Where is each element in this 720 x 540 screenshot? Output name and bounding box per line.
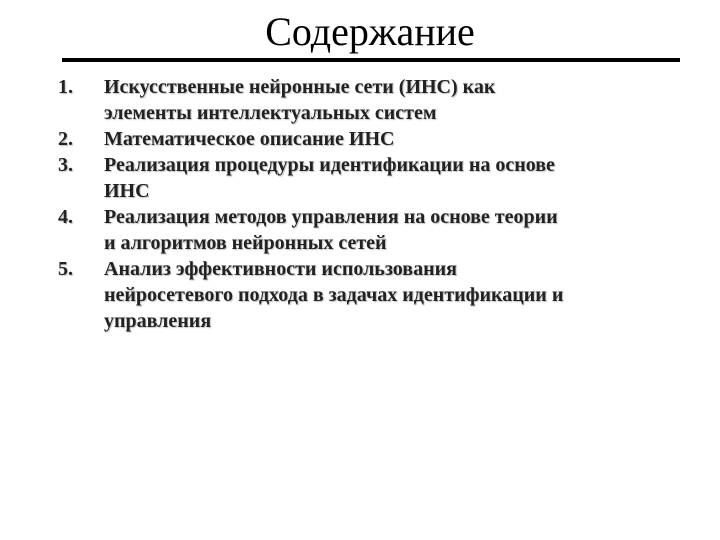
list-item (0, 152, 720, 204)
contents-list (0, 74, 720, 334)
list-item (0, 204, 720, 256)
slide-title: Содержание (265, 9, 475, 54)
list-item-text: Математическое описание ИНС (104, 128, 395, 150)
list-item-text: Реализация процедуры идентификации на основе ИНС (104, 154, 555, 202)
title-underline (62, 58, 680, 62)
list-item-number: 1. (58, 76, 73, 98)
list-item-number: 3. (58, 154, 73, 176)
list-item-number: 5. (58, 258, 73, 280)
list-item-text: Искусственные нейронные сети (ИНС) как элементы интеллектуальных систем (104, 76, 496, 124)
list-item-number: 4. (58, 206, 73, 228)
list-item (0, 74, 720, 126)
list-item-text: Анализ эффективности использования нейросетевого подхода в задачах идентификации и управления (104, 258, 564, 332)
list-item-text: Реализация методов управления на основе теории и алгоритмов нейронных сетей (104, 206, 558, 254)
list-item-number: 2. (58, 128, 73, 150)
list-item (0, 126, 720, 152)
list-item (0, 256, 720, 334)
